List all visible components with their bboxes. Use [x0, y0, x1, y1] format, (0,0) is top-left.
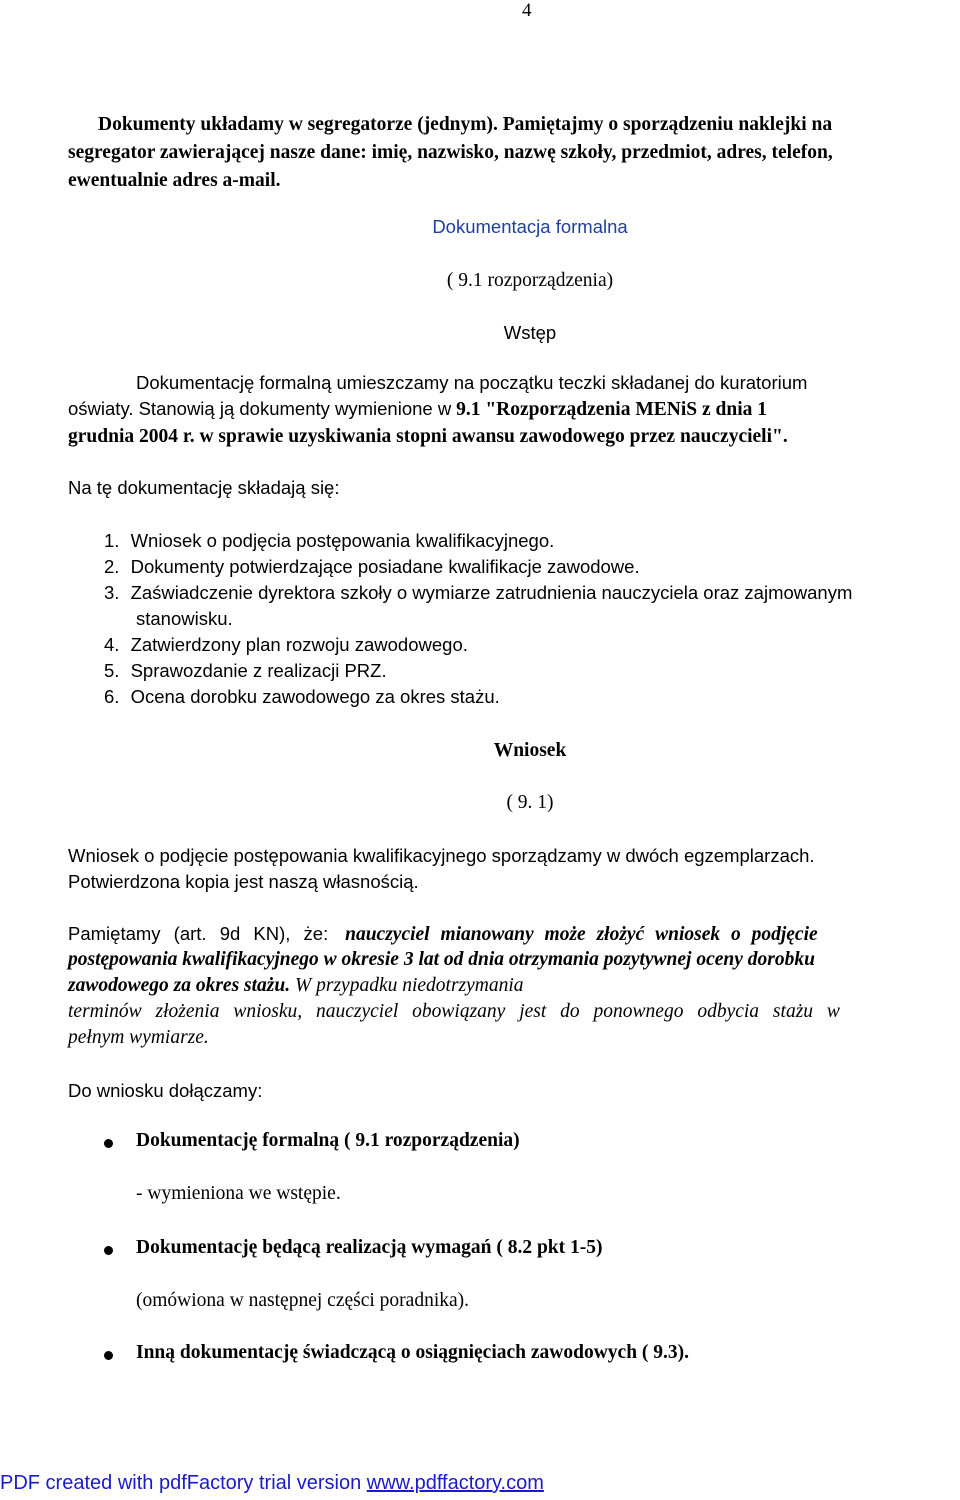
note-emphasis: nauczyciel mianowany może złożyć wniosek o podjęcie [345, 924, 818, 945]
list-item-3-cont: stanowisku. [136, 608, 233, 629]
list-item-5 [104, 660, 387, 682]
note-line-1 [68, 923, 818, 946]
list-num: 2. [104, 556, 120, 577]
bullet-icon [104, 1139, 113, 1148]
footer-text: PDF created with pdfFactory trial version [0, 1472, 367, 1494]
list-text: Ocena dorobku zawodowego za okres stażu. [130, 686, 500, 707]
bullet-icon [104, 1351, 113, 1360]
list-num: 4. [104, 634, 120, 655]
pdf-footer [0, 1472, 544, 1495]
list-item-4 [104, 634, 468, 656]
note-line-3-italic: W przypadku niedotrzymania [290, 975, 524, 996]
list-text: Dokumenty potwierdzające posiadane kwalifikacje zawodowe. [130, 556, 640, 577]
bullet-icon [104, 1246, 113, 1255]
list-num: 5. [104, 660, 120, 681]
intro-line-1: Dokumenty układamy w segregatorze (jednym). Pamiętajmy o sporządzeniu naklejki na [98, 114, 833, 135]
list-item-1 [104, 530, 554, 552]
formal-para-line-2a: oświaty. Stanowią ją dokumenty wymienione w [68, 398, 452, 419]
list-num: 6. [104, 686, 120, 707]
note-line-4: terminów złożenia wniosku, nauczyciel obowiązany jest do ponownego odbycia stażu w [68, 1001, 840, 1022]
list-text: Zatwierdzony plan rozwoju zawodowego. [130, 634, 468, 655]
section-heading-formal: Dokumentacja formalna [432, 216, 628, 237]
wniosek-para-line-2: Potwierdzona kopia jest naszą własnością. [68, 871, 419, 892]
intro-line-3: ewentualnie adres a-mail. [68, 170, 281, 191]
attach-item-1-title: Dokumentację formalną ( 9.1 rozporządzenia) [136, 1130, 520, 1151]
attach-item-2-sub: (omówiona w następnej części poradnika). [136, 1290, 470, 1311]
wniosek-ref: ( 9. 1) [506, 792, 554, 813]
note-line-3 [68, 975, 524, 997]
list-item-2 [104, 556, 640, 578]
formal-para-line-3: grudnia 2004 r. w sprawie uzyskiwania stopni awansu zawodowego przez nauczycieli". [68, 426, 788, 447]
list-text: Sprawozdanie z realizacji PRZ. [130, 660, 387, 681]
page-number: 4 [522, 0, 532, 21]
attach-item-1-sub: - wymieniona we wstępie. [136, 1183, 341, 1204]
list-num: 1. [104, 530, 120, 551]
list-item-3 [104, 582, 852, 604]
list-num: 3. [104, 582, 120, 603]
list-text: Wniosek o podjęcia postępowania kwalifikacyjnego. [130, 530, 555, 551]
formal-ref: ( 9.1 rozporządzenia) [446, 270, 614, 291]
list-text: Zaświadczenie dyrektora szkoły o wymiarze zatrudnienia nauczyciela oraz zajmowanym [130, 582, 853, 603]
formal-subheading: Wstęp [503, 322, 557, 343]
attach-item-3-title: Inną dokumentację świadczącą o osiągnięciach zawodowych ( 9.3). [136, 1342, 690, 1363]
list-item-6 [104, 686, 500, 708]
footer-link[interactable]: www.pdffactory.com [366, 1472, 544, 1494]
note-line-5: pełnym wymiarze. [68, 1027, 209, 1048]
note-line-3-bold: zawodowego za okres stażu. [68, 975, 291, 996]
note-prefix: Pamiętamy (art. 9d KN), że: [68, 923, 329, 944]
wniosek-para-line-1: Wniosek o podjęcie postępowania kwalifikacyjnego sporządzamy w dwóch egzemplarzach. [68, 845, 815, 866]
list-intro: Na tę dokumentację składają się: [68, 477, 340, 498]
note-line-2: postępowania kwalifikacyjnego w okresie 3 lat od dnia otrzymania pozytywnej oceny dorobku [68, 949, 815, 970]
formal-para-line-1: Dokumentację formalną umieszczamy na początku teczki składanej do kuratorium [136, 372, 808, 393]
section-heading-wniosek: Wniosek [493, 740, 567, 761]
formal-para-line-2b: 9.1 "Rozporządzenia MENiS z dnia 1 [451, 399, 767, 420]
intro-line-2: segregator zawierającej nasze dane: imię, nazwisko, nazwę szkoły, przedmiot, adres, telefon, [68, 142, 833, 163]
formal-para-line-2 [68, 398, 767, 421]
attach-intro: Do wniosku dołączamy: [68, 1080, 263, 1101]
attach-item-2-title: Dokumentację będącą realizacją wymagań ( 8.2 pkt 1-5) [136, 1237, 603, 1258]
